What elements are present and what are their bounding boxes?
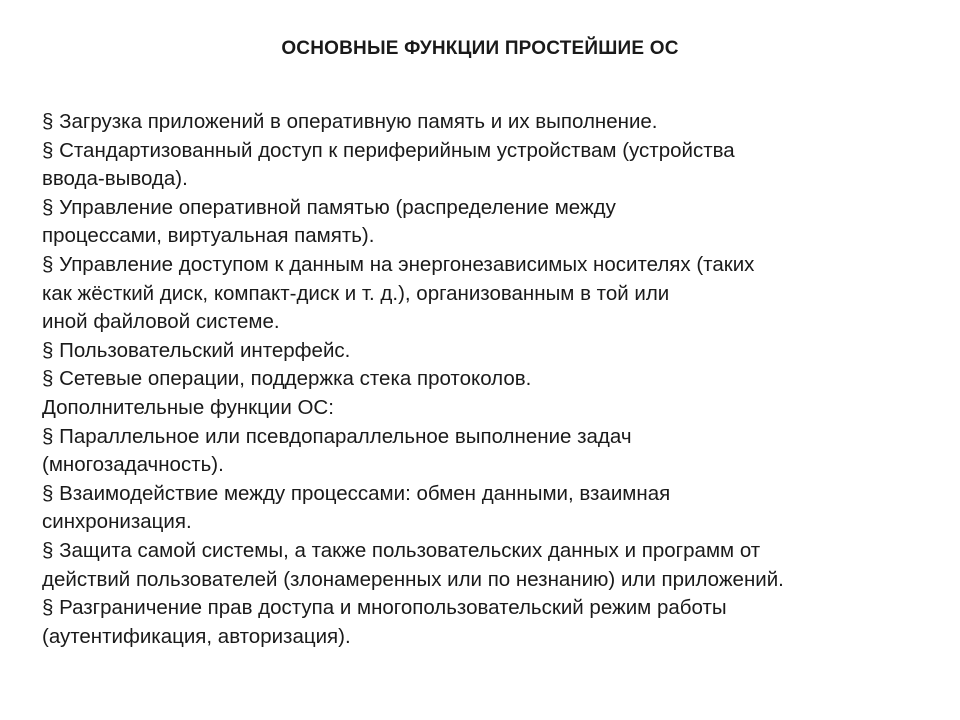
text-line: § Разграничение прав доступа и многопользовательский режим работы [42, 596, 727, 620]
text-line: как жёсткий диск, компакт-диск и т. д.), организованным в той или [42, 281, 670, 305]
text-line: иной файловой системе. [42, 310, 280, 334]
text-line: процессами, виртуальная память). [42, 224, 375, 248]
text-line: § Пользовательский интерфейс. [42, 338, 351, 362]
text-line: § Стандартизованный доступ к периферийным устройствам (устройства [42, 138, 735, 162]
text-line: § Сетевые операции, поддержка стека протоколов. [42, 367, 532, 391]
text-line: § Взаимодействие между процессами: обмен данными, взаимная [42, 481, 671, 505]
text-line: действий пользователей (злонамеренных или по незнанию) или приложений. [42, 567, 784, 591]
text-line: § Параллельное или псевдопараллельное выполнение задач [42, 424, 632, 448]
slide-title: ОСНОВНЫЕ ФУНКЦИИ ПРОСТЕЙШИЕ ОС [281, 38, 679, 59]
text-line: ввода-вывода). [42, 167, 188, 191]
text-line: (аутентификация, авторизация). [42, 624, 351, 648]
text-line: § Защита самой системы, а также пользовательских данных и программ от [42, 538, 761, 562]
text-line: синхронизация. [42, 510, 192, 534]
slide-body [42, 108, 922, 651]
text-line: § Управление доступом к данным на энергонезависимых носителях (таких [42, 252, 755, 276]
text-line: § Загрузка приложений в оперативную память и их выполнение. [42, 110, 658, 133]
text-line: (многозадачность). [42, 453, 224, 477]
section-heading: Дополнительные функции ОС: [42, 395, 334, 419]
text-line: § Управление оперативной памятью (распределение между [42, 195, 616, 219]
